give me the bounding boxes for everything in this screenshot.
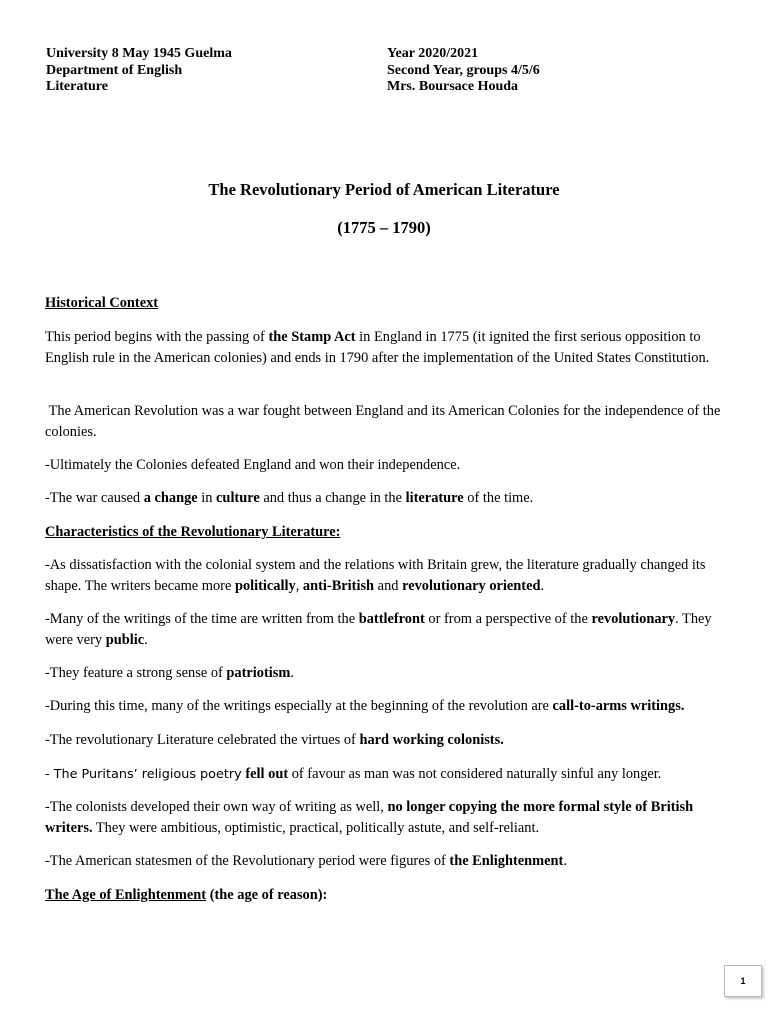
bold-span: culture <box>216 490 260 506</box>
text-span: -The war caused <box>45 490 144 506</box>
bold-span: public <box>105 631 145 648</box>
department-name: Department of English <box>46 62 183 78</box>
academic-year: Year 2020/2021 <box>387 46 479 61</box>
bold-span: the Stamp Act <box>268 329 356 345</box>
paragraph-american-revolution <box>45 401 725 442</box>
text-span: of the time. <box>463 490 534 506</box>
bold-span: revolutionary oriented <box>402 577 541 594</box>
text-span: -The colonists developed their own way of writing as well, <box>45 799 388 815</box>
heading-text: Characteristics of the Revolutionary Literature: <box>45 524 341 540</box>
bold-span: revolutionary <box>591 611 676 627</box>
heading-text: Historical Context <box>45 295 159 311</box>
text-span: They were ambitious, optimistic, practical, politically astute, and self-reliant. <box>92 819 540 836</box>
text-span: . <box>563 853 567 869</box>
bold-span: battlefront <box>358 611 425 627</box>
section-heading-characteristics <box>45 522 725 543</box>
paragraph-stamp-act <box>45 327 725 368</box>
text-span: , <box>295 577 303 594</box>
page-title: The Revolutionary Period of American Literature <box>208 180 560 199</box>
paragraph-war-change <box>45 488 725 509</box>
text-span: . <box>540 577 545 594</box>
class-groups: Second Year, groups 4/5/6 <box>387 62 540 78</box>
header-right <box>387 46 540 96</box>
text-span: . <box>290 665 294 681</box>
bold-span: the Enlightenment <box>449 853 564 869</box>
bold-span: no longer copying the more formal style of British writers. <box>45 799 694 836</box>
paragraph-own-writing <box>45 797 725 838</box>
teacher-name: Mrs. Boursace Houda <box>387 79 519 94</box>
text-span: or from a perspective of the <box>424 611 592 627</box>
bold-span: literature <box>405 490 464 506</box>
text-span: -Many of the writings of the time are written from the <box>45 611 359 627</box>
text-span: . <box>144 631 148 648</box>
bold-span: hard working colonists. <box>359 732 504 748</box>
text-span: and thus a change in the <box>259 490 406 506</box>
paragraph-battlefront <box>45 609 725 650</box>
page-number-text: 1 <box>740 976 746 986</box>
text-span: in <box>197 490 217 506</box>
paragraph-dissatisfaction <box>45 555 725 596</box>
bold-span: call-to-arms writings. <box>552 698 685 714</box>
paragraph-patriotism <box>45 663 725 684</box>
text-span: of favour as man was not considered naturally sinful any longer. <box>288 766 662 782</box>
bold-span: a change <box>143 490 198 506</box>
page-subtitle: (1775 – 1790) <box>337 218 431 237</box>
text-span: . They were very <box>45 611 712 648</box>
text-span: and <box>374 577 403 594</box>
paragraph-independence <box>45 455 725 476</box>
paragraph-statesmen <box>45 851 725 872</box>
heading-text: The Age of Enlightenment <box>45 887 207 903</box>
text-span: -They feature a strong sense of <box>45 665 227 681</box>
bold-span: fell out <box>241 766 289 782</box>
text-span: - The Puritans’ religious poetry <box>45 767 242 782</box>
text-span: -As dissatisfaction with the colonial system and the relations with Britain grew, the literature gradually changed its shape. The writers became more <box>45 557 706 594</box>
text-span: -Ultimately the Colonies defeated England and won their independence. <box>45 457 461 473</box>
text-span: The American Revolution was a war fought between England and its American Colonies for the independence of the colonies. <box>45 403 724 440</box>
text-span: in England in 1775 (it ignited the first serious opposition to English rule in the American colonies) and ends in 1790 after the implementation of the United States Constitution. <box>45 329 710 366</box>
university-name: University 8 May 1945 Guelma <box>46 46 232 61</box>
section-heading-enlightenment <box>45 885 725 906</box>
section-heading-historical-context <box>45 293 725 314</box>
header-left <box>46 46 232 96</box>
text-span: -The revolutionary Literature celebrated the virtues of <box>45 732 360 748</box>
paragraph-call-to-arms <box>45 696 725 717</box>
subject-name: Literature <box>46 79 108 94</box>
text-span: -The American statesmen of the Revolutionary period were figures of <box>45 853 450 869</box>
paragraph-puritans <box>45 764 725 786</box>
page-number <box>724 965 762 997</box>
bold-span: politically <box>234 577 296 594</box>
text-span: This period begins with the passing of <box>45 329 269 345</box>
bold-span: (the age of reason): <box>206 887 328 903</box>
bold-span: patriotism <box>226 665 291 681</box>
text-span: -During this time, many of the writings especially at the beginning of the revolution are <box>45 698 553 714</box>
bold-span: anti-British <box>302 577 375 594</box>
paragraph-hard-working <box>45 730 725 751</box>
